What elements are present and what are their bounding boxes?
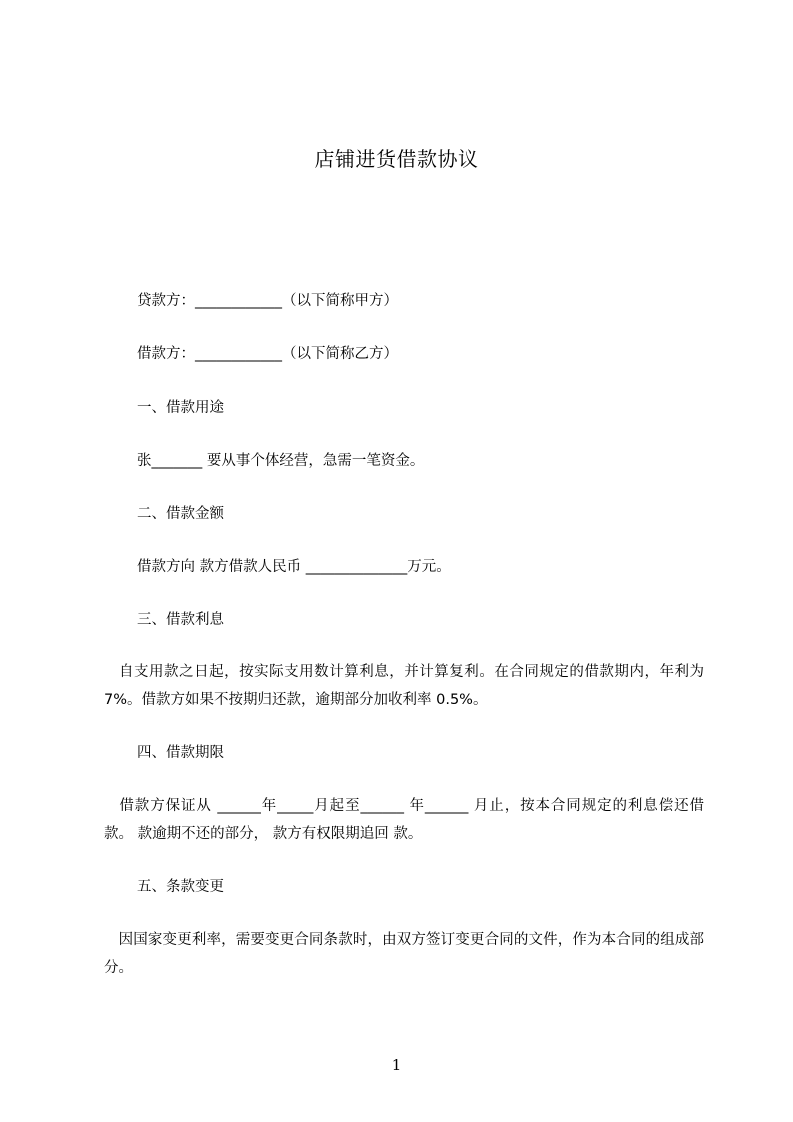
borrower-line: 借款方：____________（以下简称乙方） xyxy=(137,346,398,362)
section-body-amount: 借款方向 款方借款人民币 ______________万元。 xyxy=(137,559,451,575)
lender-line: 贷款方：____________（以下简称甲方） xyxy=(137,293,398,309)
section-body-interest: 自支用款之日起，按实际支用数计算利息，并计算复利。在合同规定的借款期内，年利为 7%。借款方如果不按期归还款，逾期部分加收利率 0.5%。 xyxy=(104,664,709,708)
section-heading-purpose: 一、借款用途 xyxy=(137,400,224,416)
section-heading-amount: 二、借款金额 xyxy=(137,506,224,522)
section-heading-amendment: 五、条款变更 xyxy=(137,879,224,895)
section-body-term: 借款方保证从 ______年_____月起至______ 年______ 月止，按本合同规定的利息偿还借款。 款逾期不还的部分， 款方有权限期追回 款。 xyxy=(104,798,704,842)
document-title: 店铺进货借款协议 xyxy=(314,147,479,171)
page-number: 1 xyxy=(391,1056,402,1074)
section-heading-term: 四、借款期限 xyxy=(137,745,224,761)
section-body-purpose: 张_______ 要从事个体经营，急需一笔资金。 xyxy=(137,453,425,469)
section-body-amendment: 因国家变更利率，需要变更合同条款时，由双方签订变更合同的文件，作为本合同的组成部分。 xyxy=(104,932,704,976)
section-heading-interest: 三、借款利息 xyxy=(137,612,224,628)
